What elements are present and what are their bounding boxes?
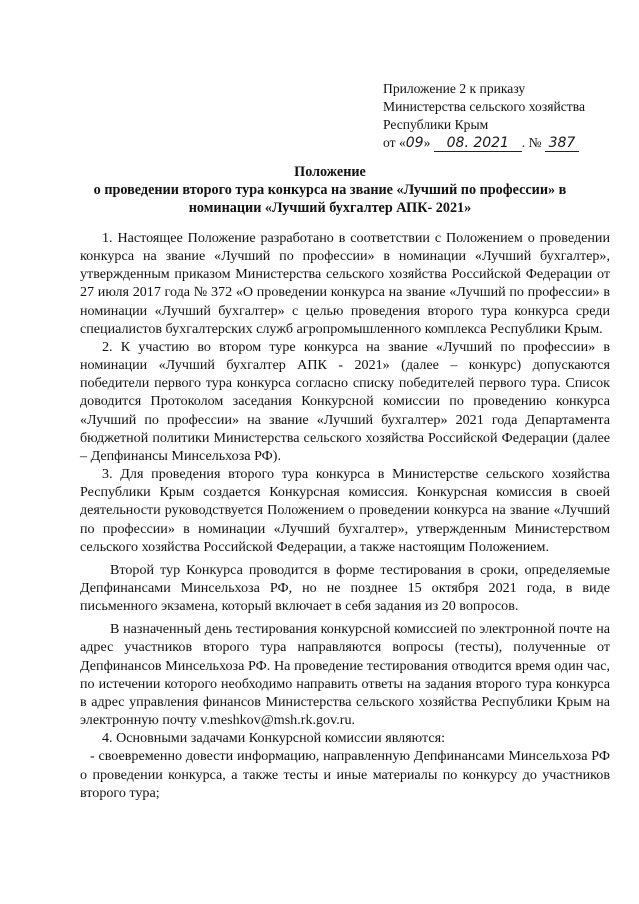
paragraph-testing-day: В назначенный день тестирования конкурсной комиссией по электронной почте на адрес участников второго тура направляются вопросы (тесты), полученные от Депфинансов Минсельхоза РФ. На проведение тестирования отводится время один час, по истечении которого необходимо направить ответы на задания второго тура конкурса в адрес управления финансов Министерства сельского хозяйства Республики Крым на электронную почту v.meshkov@msh.rk.gov.ru. <box>80 621 610 729</box>
appendix-header <box>383 80 623 152</box>
date-mid: » <box>423 135 431 150</box>
paragraph-2: 2. К участию во втором туре конкурса на звание «Лучший по профессии» в номинации «Лучший бухгалтер АПК - 2021» (далее – конкурс) допускаются победители первого тура конкурса согласно списку победителей первого тура. Список доводится Протоколом заседания Конкурсной комиссии по проведению конкурса «Лучший по профессии» на звание «Лучший бухгалтер» 2021 года Департамента бюджетной политики Министерства сельского хозяйства Российской Федерации (далее – Депфинансы Минсельхоза РФ). <box>80 338 610 464</box>
document-title <box>70 163 590 217</box>
document-body <box>80 229 610 802</box>
date-prefix: от « <box>383 135 406 150</box>
paragraph-4: 4. Основными задачами Конкурсной комиссии являются: <box>102 730 446 747</box>
order-number-handwritten: 387 <box>545 136 579 152</box>
title-line-3: номинации «Лучший бухгалтер АПК- 2021» <box>188 200 472 216</box>
title-line-2: о проведении второго тура конкурса на звание «Лучший по профессии» в <box>93 182 567 198</box>
date-month-year-handwritten: 08. 2021 <box>434 136 522 152</box>
list-item-dash: - своевременно довести информацию, направленную Депфинансами Минсельхоза РФ о проведении конкурса, а также тесты и иные материалы по конкурсу до участников второго тура; <box>80 748 610 801</box>
date-day-handwritten: 09 <box>405 135 424 151</box>
paragraph-testing-form: Второй тур Конкурса проводится в форме тестирования в сроки, определяемые Депфинансами Минсельхоза РФ, но не позднее 15 октября 2021 года, в виде письменного экзамена, который включает в себя задания из 20 вопросов. <box>80 561 610 615</box>
paragraph-1: 1. Настоящее Положение разработано в соответствии с Положением о проведении конкурса на звание «Лучший по профессии» в номинации «Лучший бухгалтер», утвержденным приказом Министерства сельского хозяйства Российской Федерации от 27 июля 2017 года № 372 «О проведении конкурса на звание «Лучший по профессии» в номинации «Лучший бухгалтер» с целью проведения второго тура конкурса среди специалистов бухгалтерских служб агропромышленного комплекса Республики Крым. <box>80 230 610 337</box>
appendix-line-2: Министерства сельского хозяйства <box>383 99 585 114</box>
title-line-1: Положение <box>294 164 366 180</box>
number-label: . № <box>521 135 542 150</box>
paragraph-3: 3. Для проведения второго тура конкурса в Министерстве сельского хозяйства Республики Крым создается Конкурсная комиссия. Конкурсная комиссия в своей деятельности руководствуется Положением о проведении конкурса на звание «Лучший по профессии» в номинации «Лучший бухгалтер», утвержденным Министерством сельского хозяйства Российской Федерации, а также настоящим Положением. <box>80 466 610 555</box>
appendix-date-line <box>383 134 623 152</box>
appendix-line-1: Приложение 2 к приказу <box>383 81 526 96</box>
appendix-line-3: Республики Крым <box>383 117 489 132</box>
